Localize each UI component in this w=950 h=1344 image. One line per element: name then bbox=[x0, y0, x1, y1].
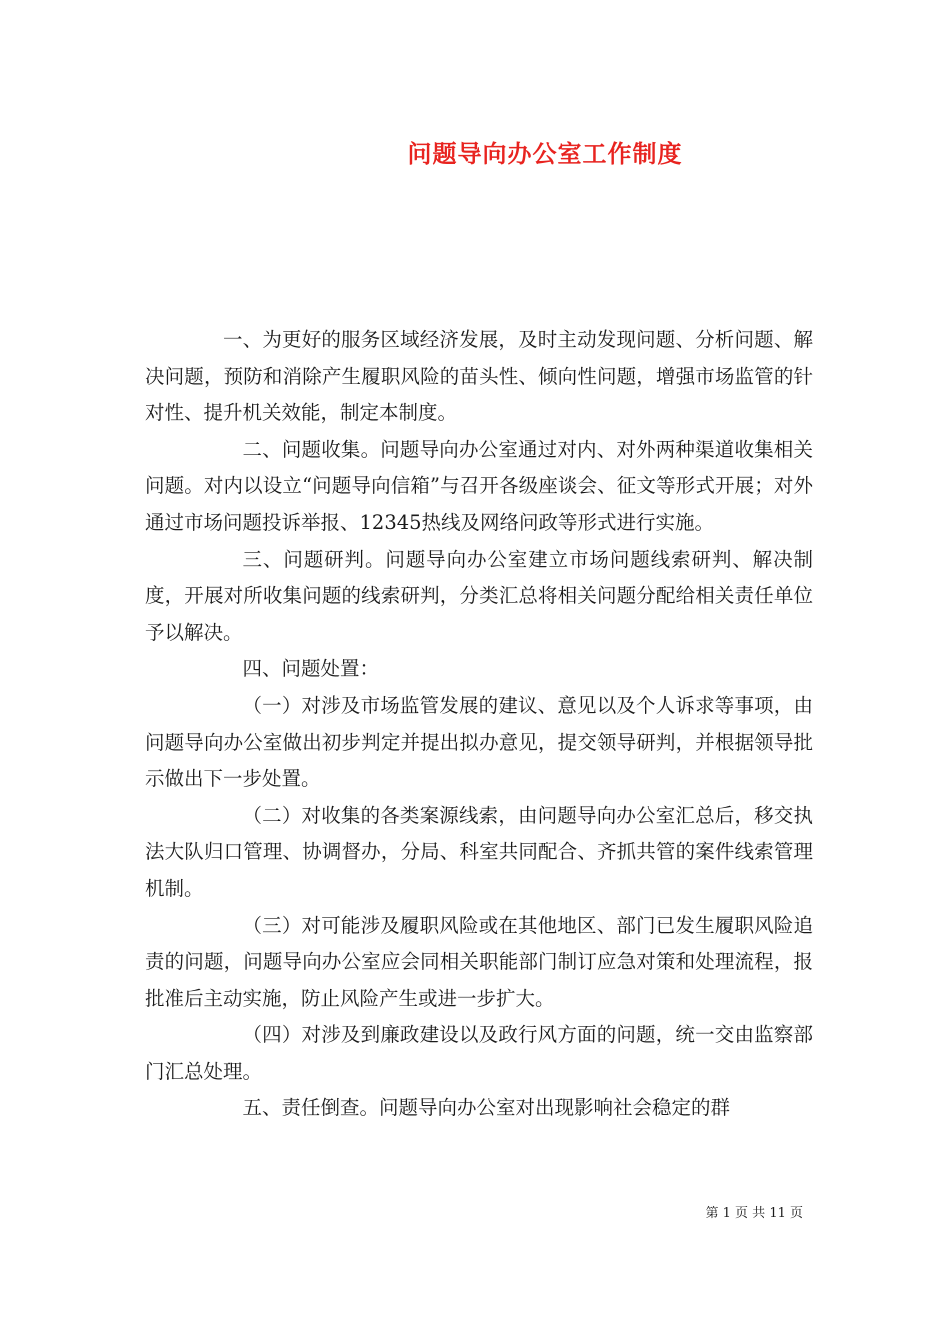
document-body bbox=[145, 322, 813, 1127]
paragraph-2: 二、问题收集。问题导向办公室通过对内、对外两种渠道收集相关问题。对内以设立“问题导向信箱”与召开各级座谈会、征文等形式开展；对外通过市场问题投诉举报、12345热线及网络问政等形式进行实施。 bbox=[145, 437, 813, 534]
paragraph-8: （四）对涉及到廉政建设以及政行风方面的问题，统一交由监察部门汇总处理。 bbox=[145, 1023, 813, 1083]
paragraph-3: 三、问题研判。问题导向办公室建立市场问题线索研判、解决制度，开展对所收集问题的线索研判，分类汇总将相关问题分配给相关责任单位予以解决。 bbox=[145, 547, 813, 644]
page-number-footer: 第 1 页 共 11 页 bbox=[705, 1206, 803, 1221]
document-title: 问题导向办公室工作制度 bbox=[407, 139, 683, 168]
paragraph-9: 五、责任倒查。问题导向办公室对出现影响社会稳定的群 bbox=[242, 1096, 731, 1120]
paragraph-4: 四、问题处置： bbox=[242, 657, 380, 681]
paragraph-7: （三）对可能涉及履职风险或在其他地区、部门已发生履职风险追责的问题，问题导向办公室应会同相关职能部门制订应急对策和处理流程，报批准后主动实施，防止风险产生或进一步扩大。 bbox=[145, 913, 813, 1010]
paragraph-5: （一）对涉及市场监管发展的建议、意见以及个人诉求等事项，由问题导向办公室做出初步判定并提出拟办意见，提交领导研判，并根据领导批示做出下一步处置。 bbox=[145, 693, 813, 791]
paragraph-1: 一、为更好的服务区域经济发展，及时主动发现问题、分析问题、解决问题，预防和消除产生履职风险的苗头性、倾向性问题，增强市场监管的针对性、提升机关效能，制定本制度。 bbox=[145, 328, 813, 425]
paragraph-6: （二）对收集的各类案源线索，由问题导向办公室汇总后，移交执法大队归口管理、协调督办，分局、科室共同配合、齐抓共管的案件线索管理机制。 bbox=[145, 803, 813, 900]
